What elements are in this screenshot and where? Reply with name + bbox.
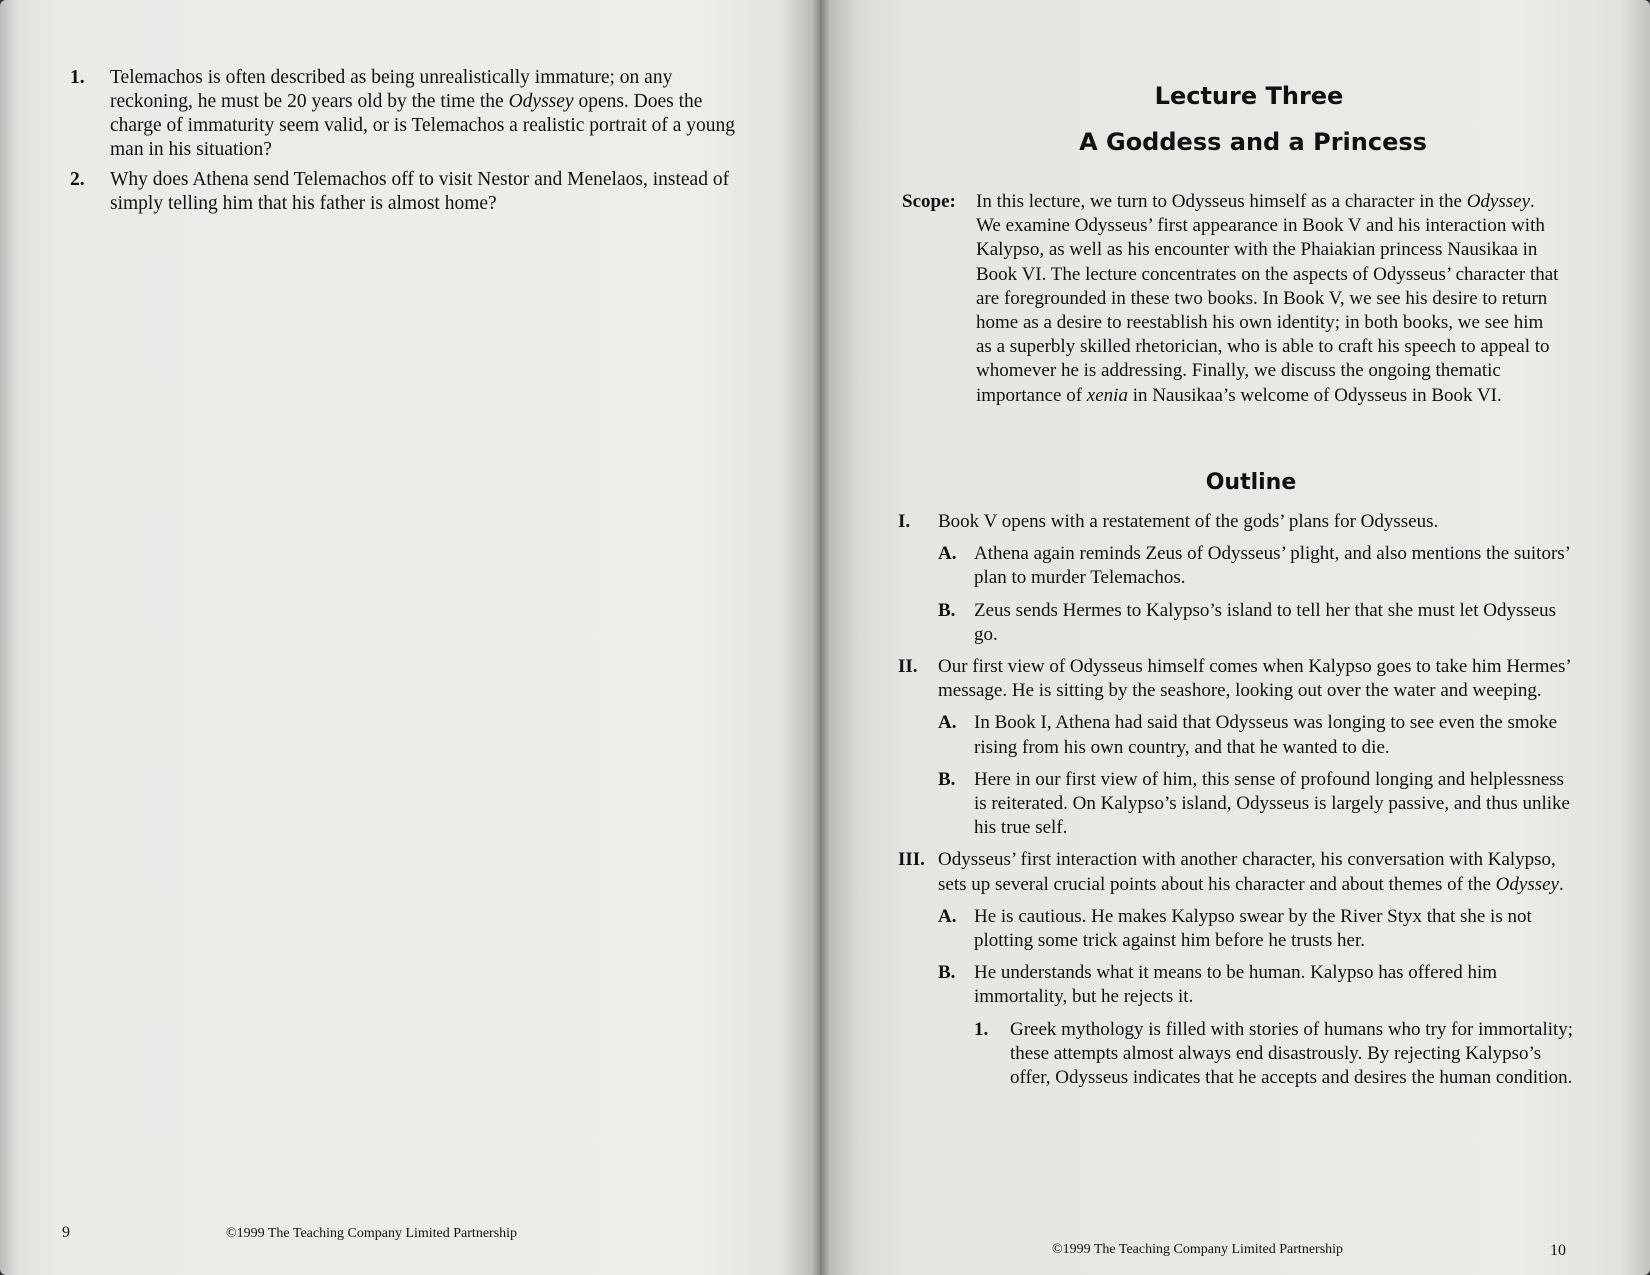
outline-marker: III. [898, 849, 925, 871]
outline-marker: A. [938, 905, 957, 927]
outline-text: Greek mythology is filled with stories of humans who try for immortality; these attempts almost always end disastrously. By rejecting Kalypso’s offer, Odysseus indicates that he accepts and desires the human condition. [1010, 1018, 1574, 1089]
outline-marker: II. [898, 656, 918, 678]
outline-item [898, 542, 1578, 590]
scope-label: Scope: [902, 191, 956, 212]
outline-text: He is cautious. He makes Kalypso swear by the River Styx that she is not plotting some trick against him before he trusts her. [974, 905, 1532, 952]
left-page [0, 0, 820, 1275]
question-number: 2. [70, 169, 85, 190]
outline-marker: I. [898, 511, 911, 532]
question-item [70, 66, 750, 162]
question-item [70, 168, 750, 216]
outline-item [898, 599, 1578, 647]
outline-text: Our first view of Odysseus himself comes when Kalypso goes to take him Hermes’ message. He is sitting by the seashore, looking out over the water and weeping. [938, 656, 1571, 702]
question-text: Why does Athena send Telemachos off to visit Nestor and Menelaos, instead of simply telling him that his father is almost home? [110, 169, 730, 214]
outline-text: Zeus sends Hermes to Kalypso’s island to tell her that she must let Odysseus go. [974, 599, 1557, 645]
outline-text: Here in our first view of him, this sense of profound longing and helplessness is reiterated. On Kalypso’s island, Odysseus is largely passive, and thus unlike his true self. [974, 768, 1570, 839]
scope-text: In this lecture, we turn to Odysseus himself as a character in the Odyssey. We examine Odysseus’ first appearance in Book V and his interaction with Kalypso, as well as his encounter with the Phaiakian princess Nausikaa in Book VI. The lecture concentrates on the aspects of Odysseus’ character that are foregrounded in these two books. In Book V, we see his desire to return home as a desire to reestablish his own identity; in both books, we see him as a superbly skilled rhetorician, who is able to craft his speech to appeal to whomever he is addressing. Finally, we discuss the ongoing thematic importance of xenia in Nausikaa’s welcome of Odysseus in Book VI. [976, 191, 1559, 406]
question-number: 1. [70, 67, 85, 88]
page-number: 10 [1550, 1242, 1566, 1259]
outline-item [898, 655, 1578, 703]
outline-item [898, 848, 1578, 896]
question-text: Telemachos is often described as being unrealistically immature; on any reckoning, he must be 20 years old by the time the Odyssey opens. Does the charge of immaturity seem valid, or is Telemachos a realistic portrait of a young man in his situation? [110, 67, 735, 160]
outline-marker: A. [938, 712, 957, 734]
outline-marker: 1. [974, 1018, 989, 1040]
outline-marker: B. [938, 962, 956, 984]
right-page [820, 0, 1650, 1275]
outline-item [898, 961, 1578, 1009]
outline-text: He understands what it means to be human. Kalypso has offered him immortality, but he rejects it. [974, 962, 1498, 1008]
lecture-number-heading: Lecture Three [1154, 82, 1344, 110]
outline-item [898, 711, 1578, 759]
outline-marker: B. [938, 768, 956, 790]
lecture-title: A Goddess and a Princess [1079, 128, 1427, 156]
outline-item [898, 510, 1578, 534]
outline-heading: Outline [1205, 470, 1297, 495]
footer-copyright: ©1999 The Teaching Company Limited Partnership [226, 1226, 518, 1241]
outline-item [898, 905, 1578, 953]
scope-section [902, 190, 1562, 408]
outline-marker: B. [938, 599, 956, 621]
questions-to-consider-list [70, 66, 750, 222]
outline-text: Book V opens with a restatement of the gods’ plans for Odysseus. [938, 511, 1439, 532]
footer-copyright: ©1999 The Teaching Company Limited Partnership [1052, 1242, 1344, 1257]
outline-text: In Book I, Athena had said that Odysseus was longing to see even the smoke rising from his own country, and that he wanted to die. [974, 712, 1558, 758]
outline-text: Athena again reminds Zeus of Odysseus’ plight, and also mentions the suitors’ plan to murder Telemachos. [974, 543, 1570, 589]
outline-text: Odysseus’ first interaction with another character, his conversation with Kalypso, sets up several crucial points about his character and about themes of the Odyssey. [938, 849, 1564, 895]
outline-item [898, 1018, 1578, 1091]
page-number: 9 [62, 1224, 70, 1241]
outline-item [898, 768, 1578, 841]
outline-marker: A. [938, 543, 957, 565]
outline-list [898, 510, 1578, 1098]
